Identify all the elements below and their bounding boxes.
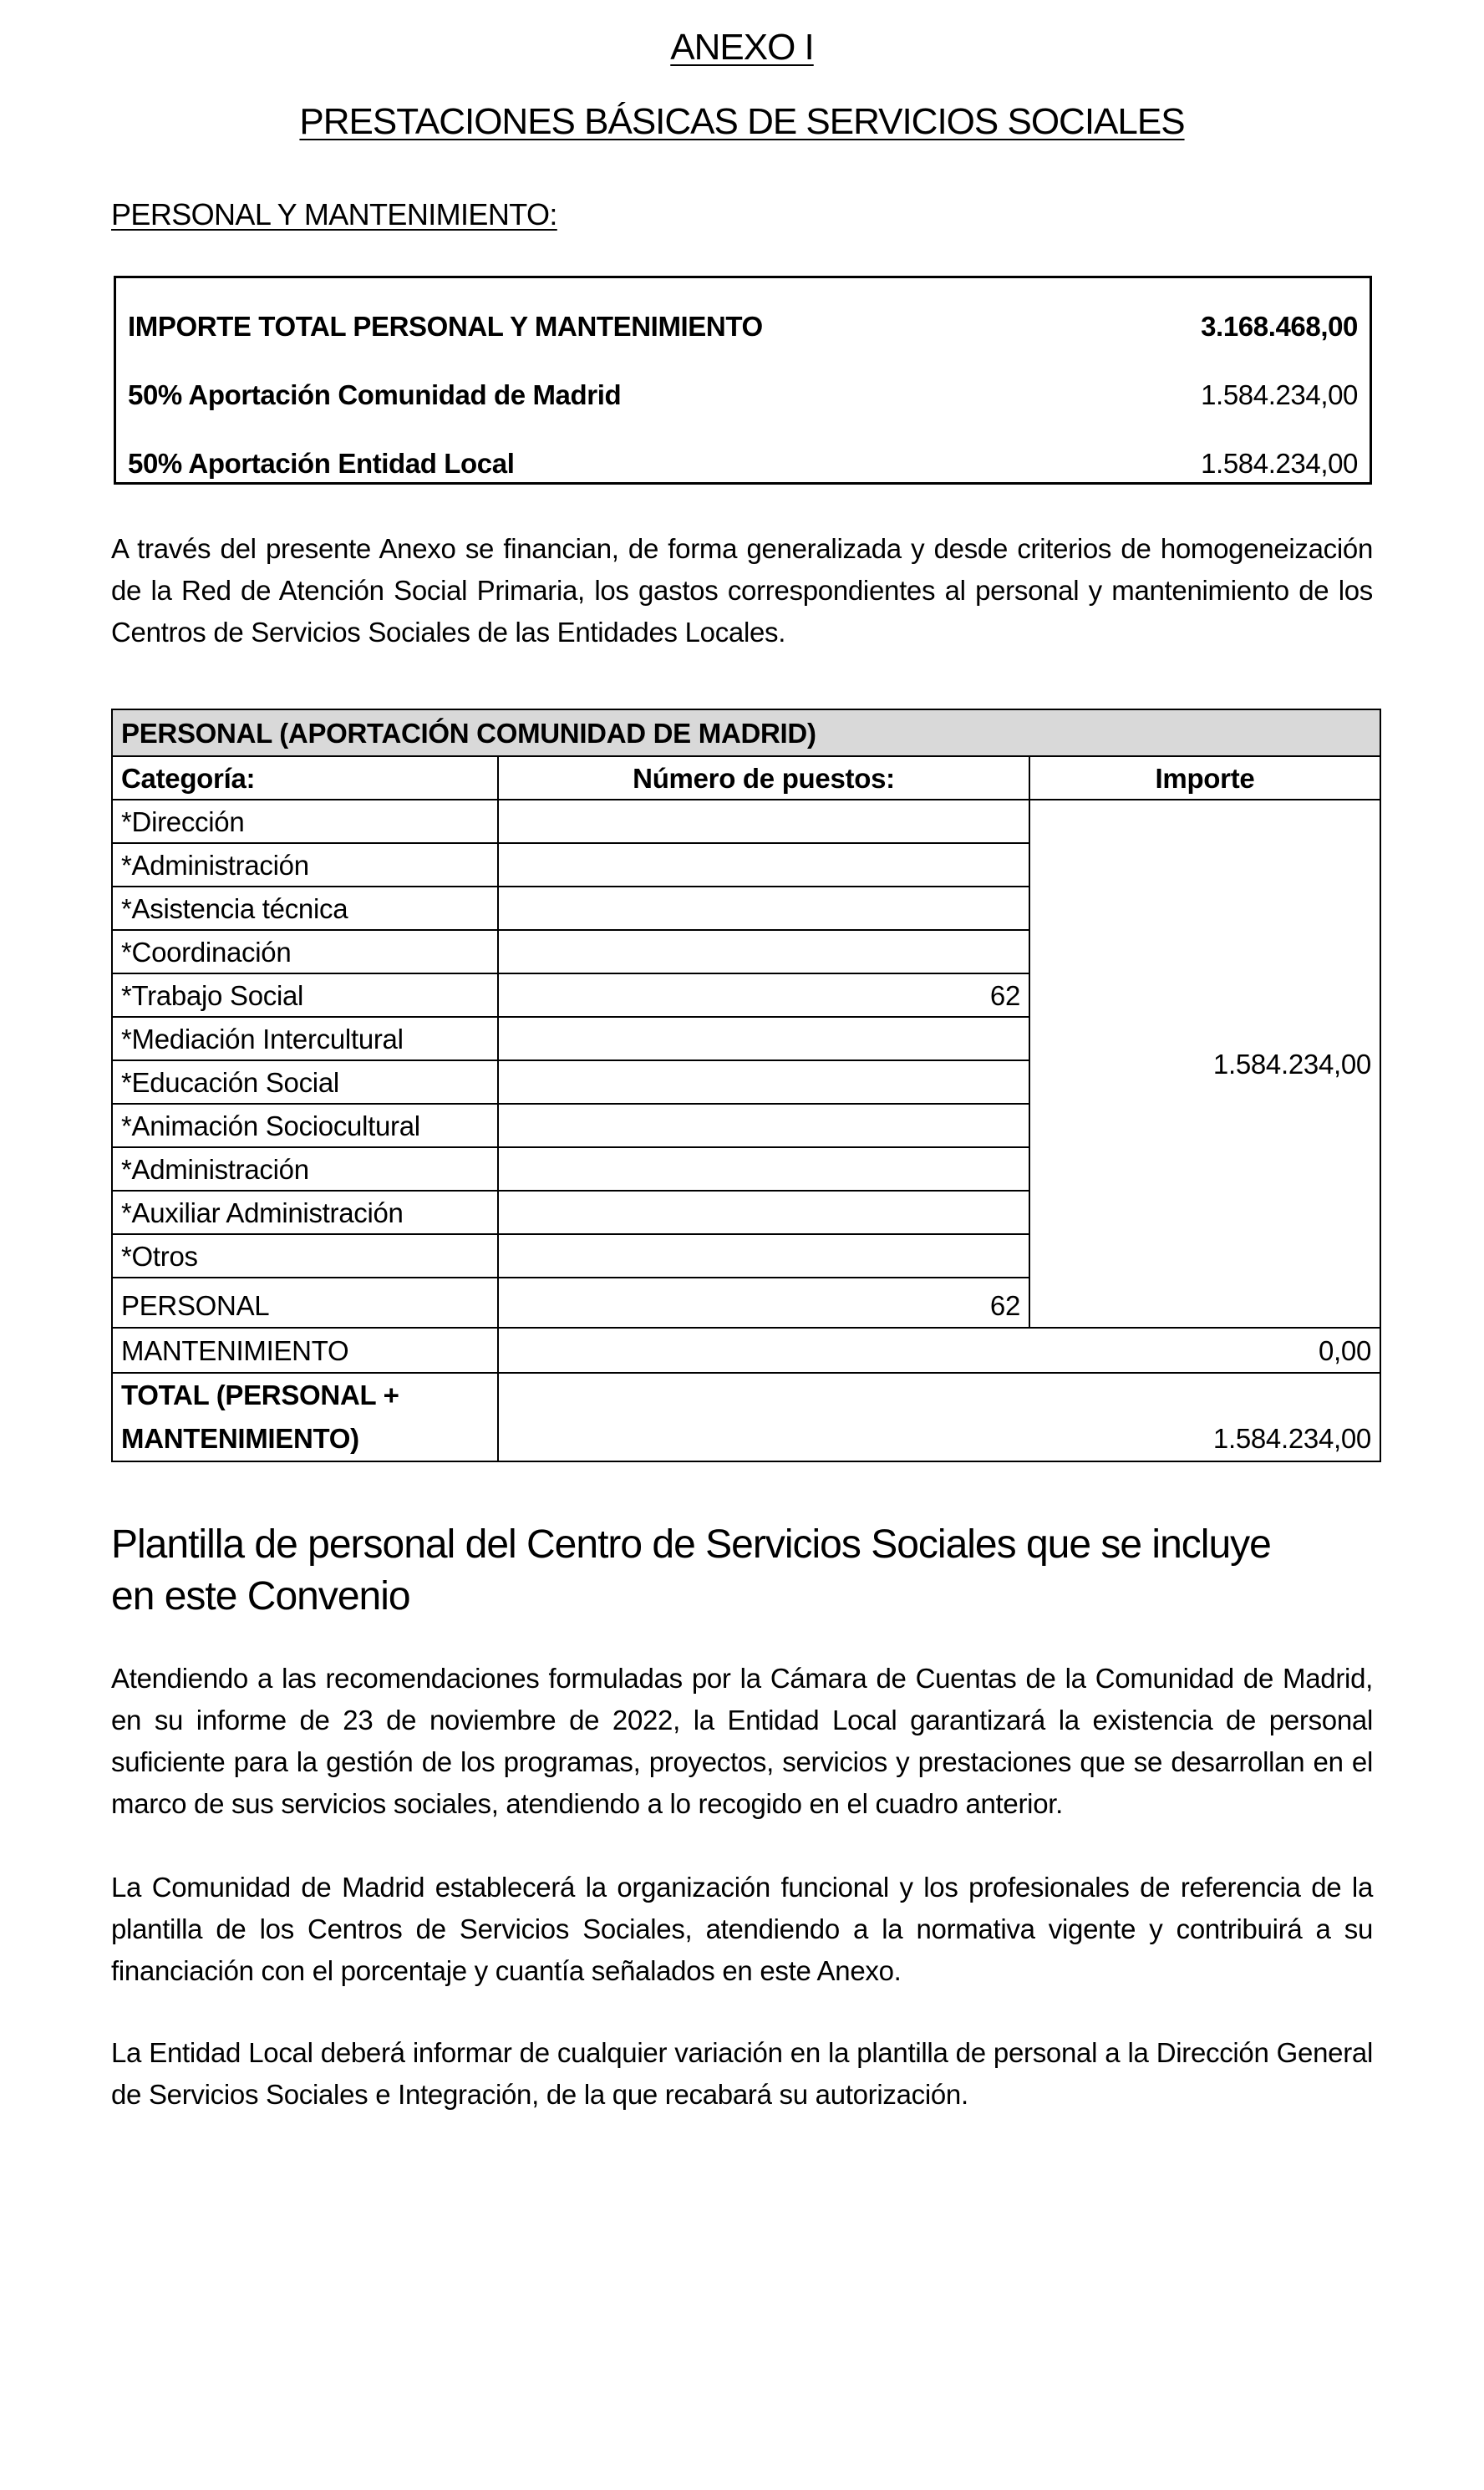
section-heading (111, 1519, 1381, 1623)
total-label (111, 1372, 499, 1462)
section-title: PERSONAL Y MANTENIMIENTO: (111, 197, 557, 231)
table-row-count (497, 929, 1030, 974)
table-row-count (497, 886, 1030, 931)
summary-row-entidad (128, 445, 1358, 482)
table-row-count (497, 799, 1030, 844)
table-row-count (497, 1103, 1030, 1148)
mantenimiento-label: MANTENIMIENTO (111, 1327, 499, 1374)
personal-count: 62 (497, 1277, 1030, 1329)
paragraph-camara: Atendiendo a las recomendaciones formuladas por la Cámara de Cuentas de la Comunidad de Madrid, en su informe de 23 de noviembre de 2022, la Entidad Local garantizará la existencia de personal suficiente para la gestión de los programas, proyectos, servicios y prestaciones que se desarrollan en el marco de sus servicios sociales, atendiendo a lo recogido en el cuadro anterior. (111, 1663, 1373, 1819)
table-row-category: *Mediación Intercultural (111, 1016, 499, 1061)
table-row-count (497, 1016, 1030, 1061)
table-row-category: *Otros (111, 1233, 499, 1278)
personal-label: PERSONAL (111, 1277, 499, 1329)
summary-row-total (128, 308, 1358, 345)
table-row-category: *Dirección (111, 799, 499, 844)
table-row-category: *Administración (111, 1146, 499, 1192)
table-row-count (497, 842, 1030, 887)
section-heading-line-1: Plantilla de personal del Centro de Servicios Sociales que se incluye (111, 1522, 1271, 1567)
table-row-category: *Asistencia técnica (111, 886, 499, 931)
summary-row-comunidad (128, 377, 1358, 414)
header-importe: Importe (1029, 755, 1381, 800)
mantenimiento-value: 0,00 (497, 1327, 1381, 1374)
summary-value: 3.168.468,00 (1201, 311, 1358, 342)
paragraph-variacion: La Entidad Local deberá informar de cualquier variación en la plantilla de personal a la Dirección General de Servicios Sociales e Integración, de la que recabará su autorización. (111, 2037, 1373, 2110)
personal-table (111, 709, 1381, 1474)
table-row-category: *Trabajo Social (111, 973, 499, 1018)
summary-label: IMPORTE TOTAL PERSONAL Y MANTENIMIENTO (128, 311, 763, 342)
table-row-count: 62 (497, 973, 1030, 1018)
summary-value: 1.584.234,00 (1201, 379, 1358, 410)
table-row-category: *Coordinación (111, 929, 499, 974)
summary-box (114, 276, 1372, 485)
table-row-category: *Educación Social (111, 1060, 499, 1105)
summary-label: 50% Aportación Comunidad de Madrid (128, 379, 622, 410)
table-row-count (497, 1146, 1030, 1192)
header-count: Número de puestos: (497, 755, 1030, 800)
table-row-category: *Auxiliar Administración (111, 1190, 499, 1235)
section-heading-line-2: en este Convenio (111, 1574, 410, 1618)
document-subtitle: PRESTACIONES BÁSICAS DE SERVICIOS SOCIALES (299, 101, 1185, 142)
intro-paragraph: A través del presente Anexo se financian, de forma generalizada y desde criterios de homogeneización de la Red de Atención Social Primaria, los gastos correspondientes al personal y mantenimiento de los Centros de Servicios Sociales de las Entidades Locales. (111, 533, 1373, 648)
document-title: ANEXO I (670, 27, 814, 68)
table-row-count (497, 1233, 1030, 1278)
table-row-category: *Administración (111, 842, 499, 887)
paragraph-organizacion: La Comunidad de Madrid establecerá la organización funcional y los profesionales de referencia de la plantilla de los Centros de Servicios Sociales, atendiendo a la normativa vigente y contribuirá a su financiación con el porcentaje y cuantía señalados en este Anexo. (111, 1872, 1373, 1986)
total-label-line-1: TOTAL (PERSONAL + (121, 1380, 399, 1410)
total-value: 1.584.234,00 (497, 1372, 1381, 1462)
table-row-count (497, 1190, 1030, 1235)
table-row-category: *Animación Sociocultural (111, 1103, 499, 1148)
summary-label: 50% Aportación Entidad Local (128, 448, 515, 479)
summary-value: 1.584.234,00 (1201, 448, 1358, 479)
importe-value: 1.584.234,00 (1029, 799, 1381, 1329)
table-row-count (497, 1060, 1030, 1105)
table-title: PERSONAL (APORTACIÓN COMUNIDAD DE MADRID) (111, 709, 1381, 757)
header-category: Categoría: (111, 755, 499, 800)
total-label-line-2: MANTENIMIENTO) (121, 1423, 359, 1454)
